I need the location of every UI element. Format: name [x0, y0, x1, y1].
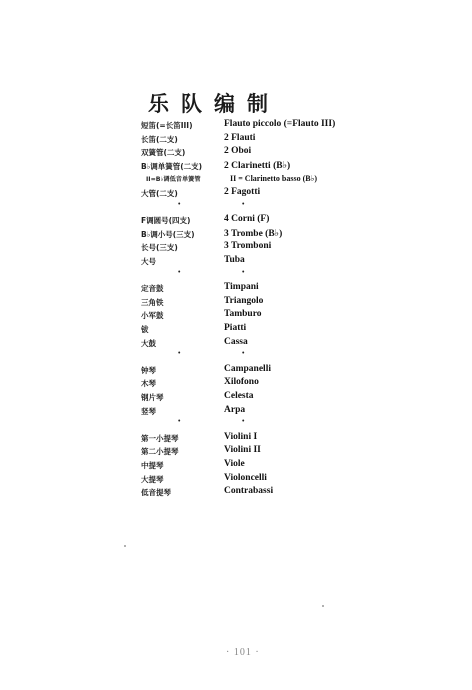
separator-dot: • [242, 417, 245, 426]
instrument-name-chinese: 大鼓 [141, 338, 156, 348]
instrument-name-italian: Timpani [224, 282, 259, 293]
separator-dot: • [242, 199, 245, 208]
instrument-row [0, 406, 472, 420]
instrument-name-chinese: 中提琴 [141, 461, 164, 470]
instrument-name-italian: Violini I [224, 431, 258, 442]
separator-dot: • [178, 199, 181, 208]
separator-dot: • [242, 349, 245, 358]
instrument-name-italian: Viole [224, 459, 245, 469]
instrument-name-italian: Campanelli [224, 363, 271, 374]
instrument-name-italian: Cassa [224, 336, 248, 347]
instrument-name-chinese: 小军鼓 [141, 311, 164, 321]
instrument-row [0, 338, 472, 352]
instrument-name-chinese: 第二小提琴 [141, 447, 179, 457]
instrument-name-chinese: 钟琴 [141, 365, 156, 375]
instrument-name-chinese: 短笛(=长笛III) [141, 121, 193, 130]
instrument-name-italian: 4 Corni (F) [224, 214, 270, 225]
instrument-name-italian: Piatti [224, 323, 247, 333]
separator-dot: • [178, 417, 181, 426]
separator-dot: • [242, 267, 245, 276]
instrument-name-chinese: 三角铁 [141, 297, 164, 307]
instrument-name-italian: II = Clarinetto basso (B♭) [230, 174, 317, 184]
instrument-name-chinese: 钹 [141, 325, 149, 334]
instrument-name-chinese: B♭调单簧管(二支) [141, 161, 203, 171]
instrument-name-italian: Violini II [224, 445, 261, 456]
instrument-name-chinese: F调圆号(四支) [141, 216, 191, 226]
instrument-name-chinese: 竖琴 [141, 406, 156, 416]
instrument-name-italian: Triangolo [224, 295, 264, 306]
instrument-row [0, 487, 472, 501]
instrument-name-chinese: 定音鼓 [141, 284, 164, 294]
instrument-name-italian: 2 Fagotti [224, 187, 261, 197]
instrument-name-chinese: 大提琴 [141, 474, 164, 484]
instrument-row [0, 188, 472, 202]
instrument-name-italian: Xilofono [224, 377, 259, 388]
instrument-name-italian: 2 Flauti [224, 132, 256, 143]
instrument-name-chinese: 大号 [141, 257, 156, 266]
instrument-name-italian: Tuba [224, 255, 245, 265]
instrument-row [0, 256, 472, 270]
instrument-name-chinese: 钢片琴 [141, 393, 164, 402]
instrument-name-italian: 2 Clarinetti (B♭) [224, 160, 291, 171]
instrument-name-italian: Flauto piccolo (=Flauto III) [224, 119, 336, 129]
paper-speck [322, 605, 324, 607]
instrument-name-chinese: 大管(二支) [141, 189, 178, 198]
separator-dot: • [178, 267, 181, 276]
instrument-name-chinese: 双簧管(二支) [141, 148, 186, 158]
instrument-name-italian: 3 Trombe (B♭) [224, 228, 283, 239]
instrument-name-italian: Violoncelli [224, 472, 267, 483]
instrument-name-italian: Contrabassi [224, 486, 274, 497]
instrument-name-chinese: 低音提琴 [141, 488, 171, 498]
instrument-name-italian: 2 Oboi [224, 146, 252, 157]
page-title: 乐队编制 [148, 91, 280, 116]
instrument-name-chinese: 木琴 [141, 379, 156, 389]
instrument-name-italian: 3 Tromboni [224, 241, 272, 252]
instrument-name-chinese: 第一小提琴 [141, 433, 179, 443]
separator-dot: • [178, 349, 181, 358]
paper-speck [124, 545, 126, 547]
instrument-name-italian: Tamburo [224, 309, 262, 320]
instrument-name-chinese: II=B♭调低音单簧管 [146, 176, 201, 184]
instrument-name-chinese: 长笛(二支) [141, 134, 178, 144]
instrument-name-chinese: 长号(三支) [141, 243, 178, 253]
instrument-name-italian: Arpa [224, 404, 246, 415]
instrument-name-italian: Celesta [224, 391, 254, 401]
instrument-name-chinese: B♭调小号(三支) [141, 229, 195, 239]
page-number: · 101 · [226, 647, 260, 658]
